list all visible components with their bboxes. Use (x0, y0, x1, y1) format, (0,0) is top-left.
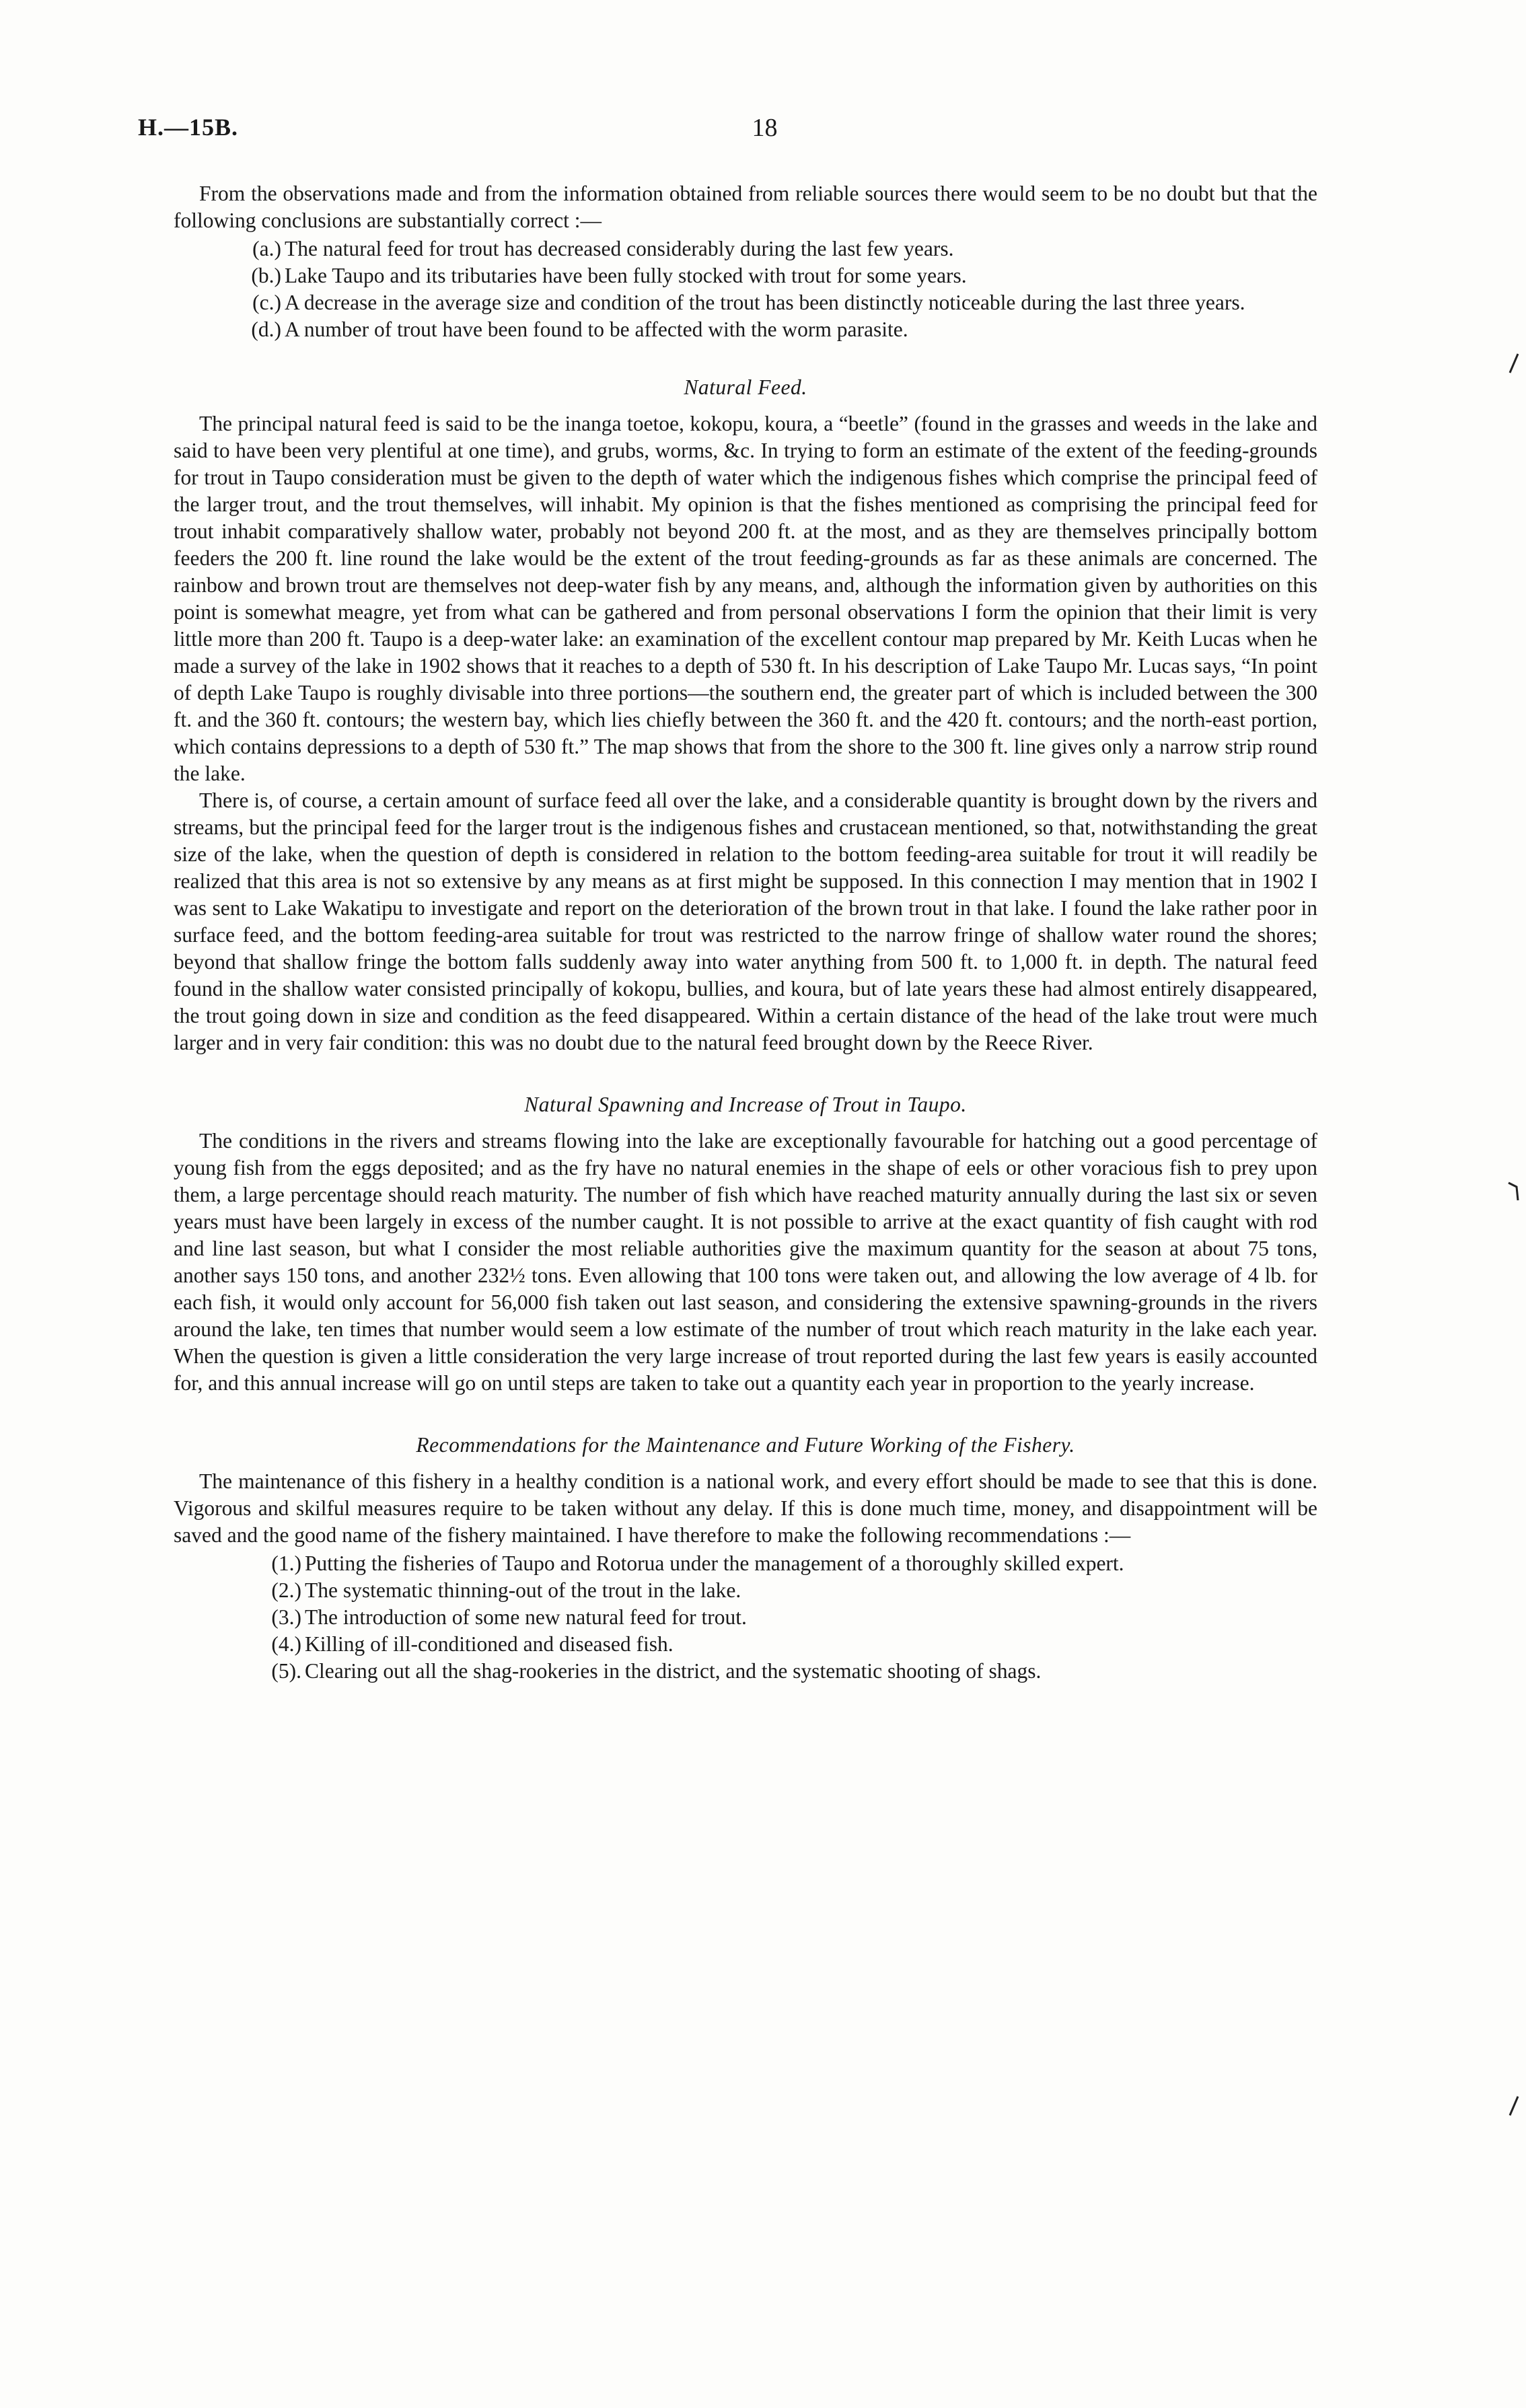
list-item (174, 262, 1317, 289)
section-heading-recommendations: Recommendations for the Maintenance and Future Working of the Fishery. (416, 1433, 1075, 1457)
list-marker: (2.) (271, 1578, 301, 1602)
document-body (174, 180, 1317, 1685)
list-item (174, 1577, 1317, 1604)
list-item-text: Lake Taupo and its tributaries have been fully stocked with trout for some years. (285, 264, 967, 287)
list-item-text: The systematic thinning-out of the trout in the lake. (305, 1578, 741, 1602)
list-item (174, 1658, 1317, 1685)
list-item (174, 1550, 1317, 1577)
natural-feed-paragraph-2: There is, of course, a certain amount of surface feed all over the lake, and a considerable quantity is brought down by the rivers and streams, but the principal feed for the larger trout is the indigenous fishes and crustacean mentioned, so that, notwithstanding the great size of the lake, when the question of depth is considered in relation to the bottom feeding-area suitable for trout it will readily be realized that this area is not so extensive by any means as at first might be supposed. In this connection I may mention that in 1902 I was sent to Lake Wakatipu to investigate and report on the deterioration of the brown trout in that lake. I found the lake rather poor in surface feed, and the bottom feeding-area suitable for trout was restricted to the narrow fringe of shallow water round the shores; beyond that shallow fringe the bottom falls suddenly away into water anything from 500 ft. to 1,000 ft. in depth. The natural feed found in the shallow water consisted principally of kokopu, bullies, and koura, but of late years these had almost entirely disappeared, the trout going down in size and condition as the feed disappeared. Within a certain distance of the head of the lake trout were much larger and in very fair condition: this was no doubt due to the natural feed brought down by the Reece River. (174, 789, 1317, 1054)
list-marker: (c.) (252, 291, 281, 314)
list-marker: (1.) (271, 1552, 301, 1575)
list-marker: (b.) (251, 264, 281, 287)
list-item-text: A number of trout have been found to be affected with the worm parasite. (285, 318, 908, 341)
list-marker: (d.) (251, 318, 281, 341)
recommendations-list (174, 1550, 1317, 1685)
list-marker: (5). (271, 1659, 301, 1683)
list-item (174, 289, 1317, 316)
list-item (174, 235, 1317, 262)
list-item (174, 316, 1317, 343)
list-item (174, 1604, 1317, 1631)
list-marker: (3.) (271, 1605, 301, 1629)
scan-edge-mark (1507, 2092, 1521, 2119)
page-number: 18 (752, 114, 778, 142)
section-heading-spawning: Natural Spawning and Increase of Trout in Taupo. (524, 1093, 967, 1116)
list-item-text: The introduction of some new natural feed for trout. (305, 1605, 747, 1629)
scan-edge-mark (1507, 1177, 1521, 1204)
scan-edge-mark (1507, 350, 1521, 377)
list-marker: (a.) (252, 237, 281, 260)
intro-paragraph: From the observations made and from the information obtained from reliable sources there would seem to be no doubt but that the following conclusions are substantially correct :— (174, 182, 1317, 232)
natural-feed-paragraph-1: The principal natural feed is said to be the inanga toetoe, kokopu, koura, a “beetle” (found in the grasses and weeds in the lake and said to have been very plentiful at one time), and grubs, worms, &c. In trying to form an estimate of the extent of the feeding-grounds for trout in Taupo consideration must be given to the depth of water which the indigenous fishes which comprise the principal feed of the larger trout, and the trout themselves, will inhabit. My opinion is that the fishes mentioned as comprising the principal feed for trout inhabit comparatively shallow water, probably not beyond 200 ft. at the most, and as they are themselves principally bottom feeders the 200 ft. line round the lake would be the extent of the trout feeding-grounds as far as these animals are concerned. The rainbow and brown trout are themselves not deep-water fish by any means, and, although the information given by authorities on this point is somewhat meagre, yet from what can be gathered and from personal observations I form the opinion that their limit is very little more than 200 ft. Taupo is a deep-water lake: an examination of the excellent contour map prepared by Mr. Keith Lucas when he made a survey of the lake in 1902 shows that it reaches to a depth of 530 ft. In his description of Lake Taupo Mr. Lucas says, “In point of depth Lake Taupo is roughly divisable into three portions—the southern end, the greater part of which is included between the 300 ft. and the 360 ft. contours; the western bay, which lies chiefly between the 360 ft. and the 420 ft. contours; and the north-east portion, which contains depressions to a depth of 530 ft.” The map shows that from the shore to the 300 ft. line gives only a narrow strip round the lake. (174, 412, 1317, 785)
document-id: H.—15B. (138, 114, 239, 141)
list-item-text: Clearing out all the shag-rookeries in the district, and the systematic shooting of shags. (305, 1659, 1042, 1683)
section-heading-natural-feed: Natural Feed. (684, 375, 807, 399)
list-item-text: Killing of ill-conditioned and diseased fish. (305, 1632, 674, 1656)
list-item-text: The natural feed for trout has decreased considerably during the last few years. (285, 237, 954, 260)
list-item-text: A decrease in the average size and condition of the trout has been distinctly noticeable during the last three years. (285, 291, 1245, 314)
spawning-paragraph: The conditions in the rivers and streams flowing into the lake are exceptionally favourable for hatching out a good percentage of young fish from the eggs deposited; and as the fry have no natural enemies in the shape of eels or other voracious fish to prey upon them, a large percentage should reach maturity. The number of fish which have reached maturity annually during the last six or seven years must have been largely in excess of the number caught. It is not possible to arrive at the exact quantity of fish caught with rod and line last season, but what I consider the most reliable authorities give the maximum quantity for the season at about 75 tons, another says 150 tons, and another 232½ tons. Even allowing that 100 tons were taken out, and allowing the low average of 4 lb. for each fish, it would only account for 56,000 fish taken out last season, and considering the extensive spawning-grounds in the rivers around the lake, ten times that number would seem a low estimate of the number of trout which reach maturity in the lake each year. When the question is given a little consideration the very large increase of trout reported during the last few years is easily accounted for, and this annual increase will go on until steps are taken to take out a quantity each year in proportion to the yearly increase. (174, 1129, 1317, 1395)
conclusions-list (174, 235, 1317, 343)
recommendations-paragraph: The maintenance of this fishery in a healthy condition is a national work, and every effort should be made to see that this is done. Vigorous and skilful measures require to be taken without any delay. If this is done much time, money, and disappointment will be saved and the good name of the fishery maintained. I have therefore to make the following recommendations :— (174, 1469, 1317, 1547)
page-header (138, 113, 1391, 153)
list-item (174, 1631, 1317, 1658)
list-item-text: Putting the fisheries of Taupo and Rotorua under the management of a thoroughly skilled expert. (305, 1552, 1124, 1575)
list-marker: (4.) (271, 1632, 301, 1656)
